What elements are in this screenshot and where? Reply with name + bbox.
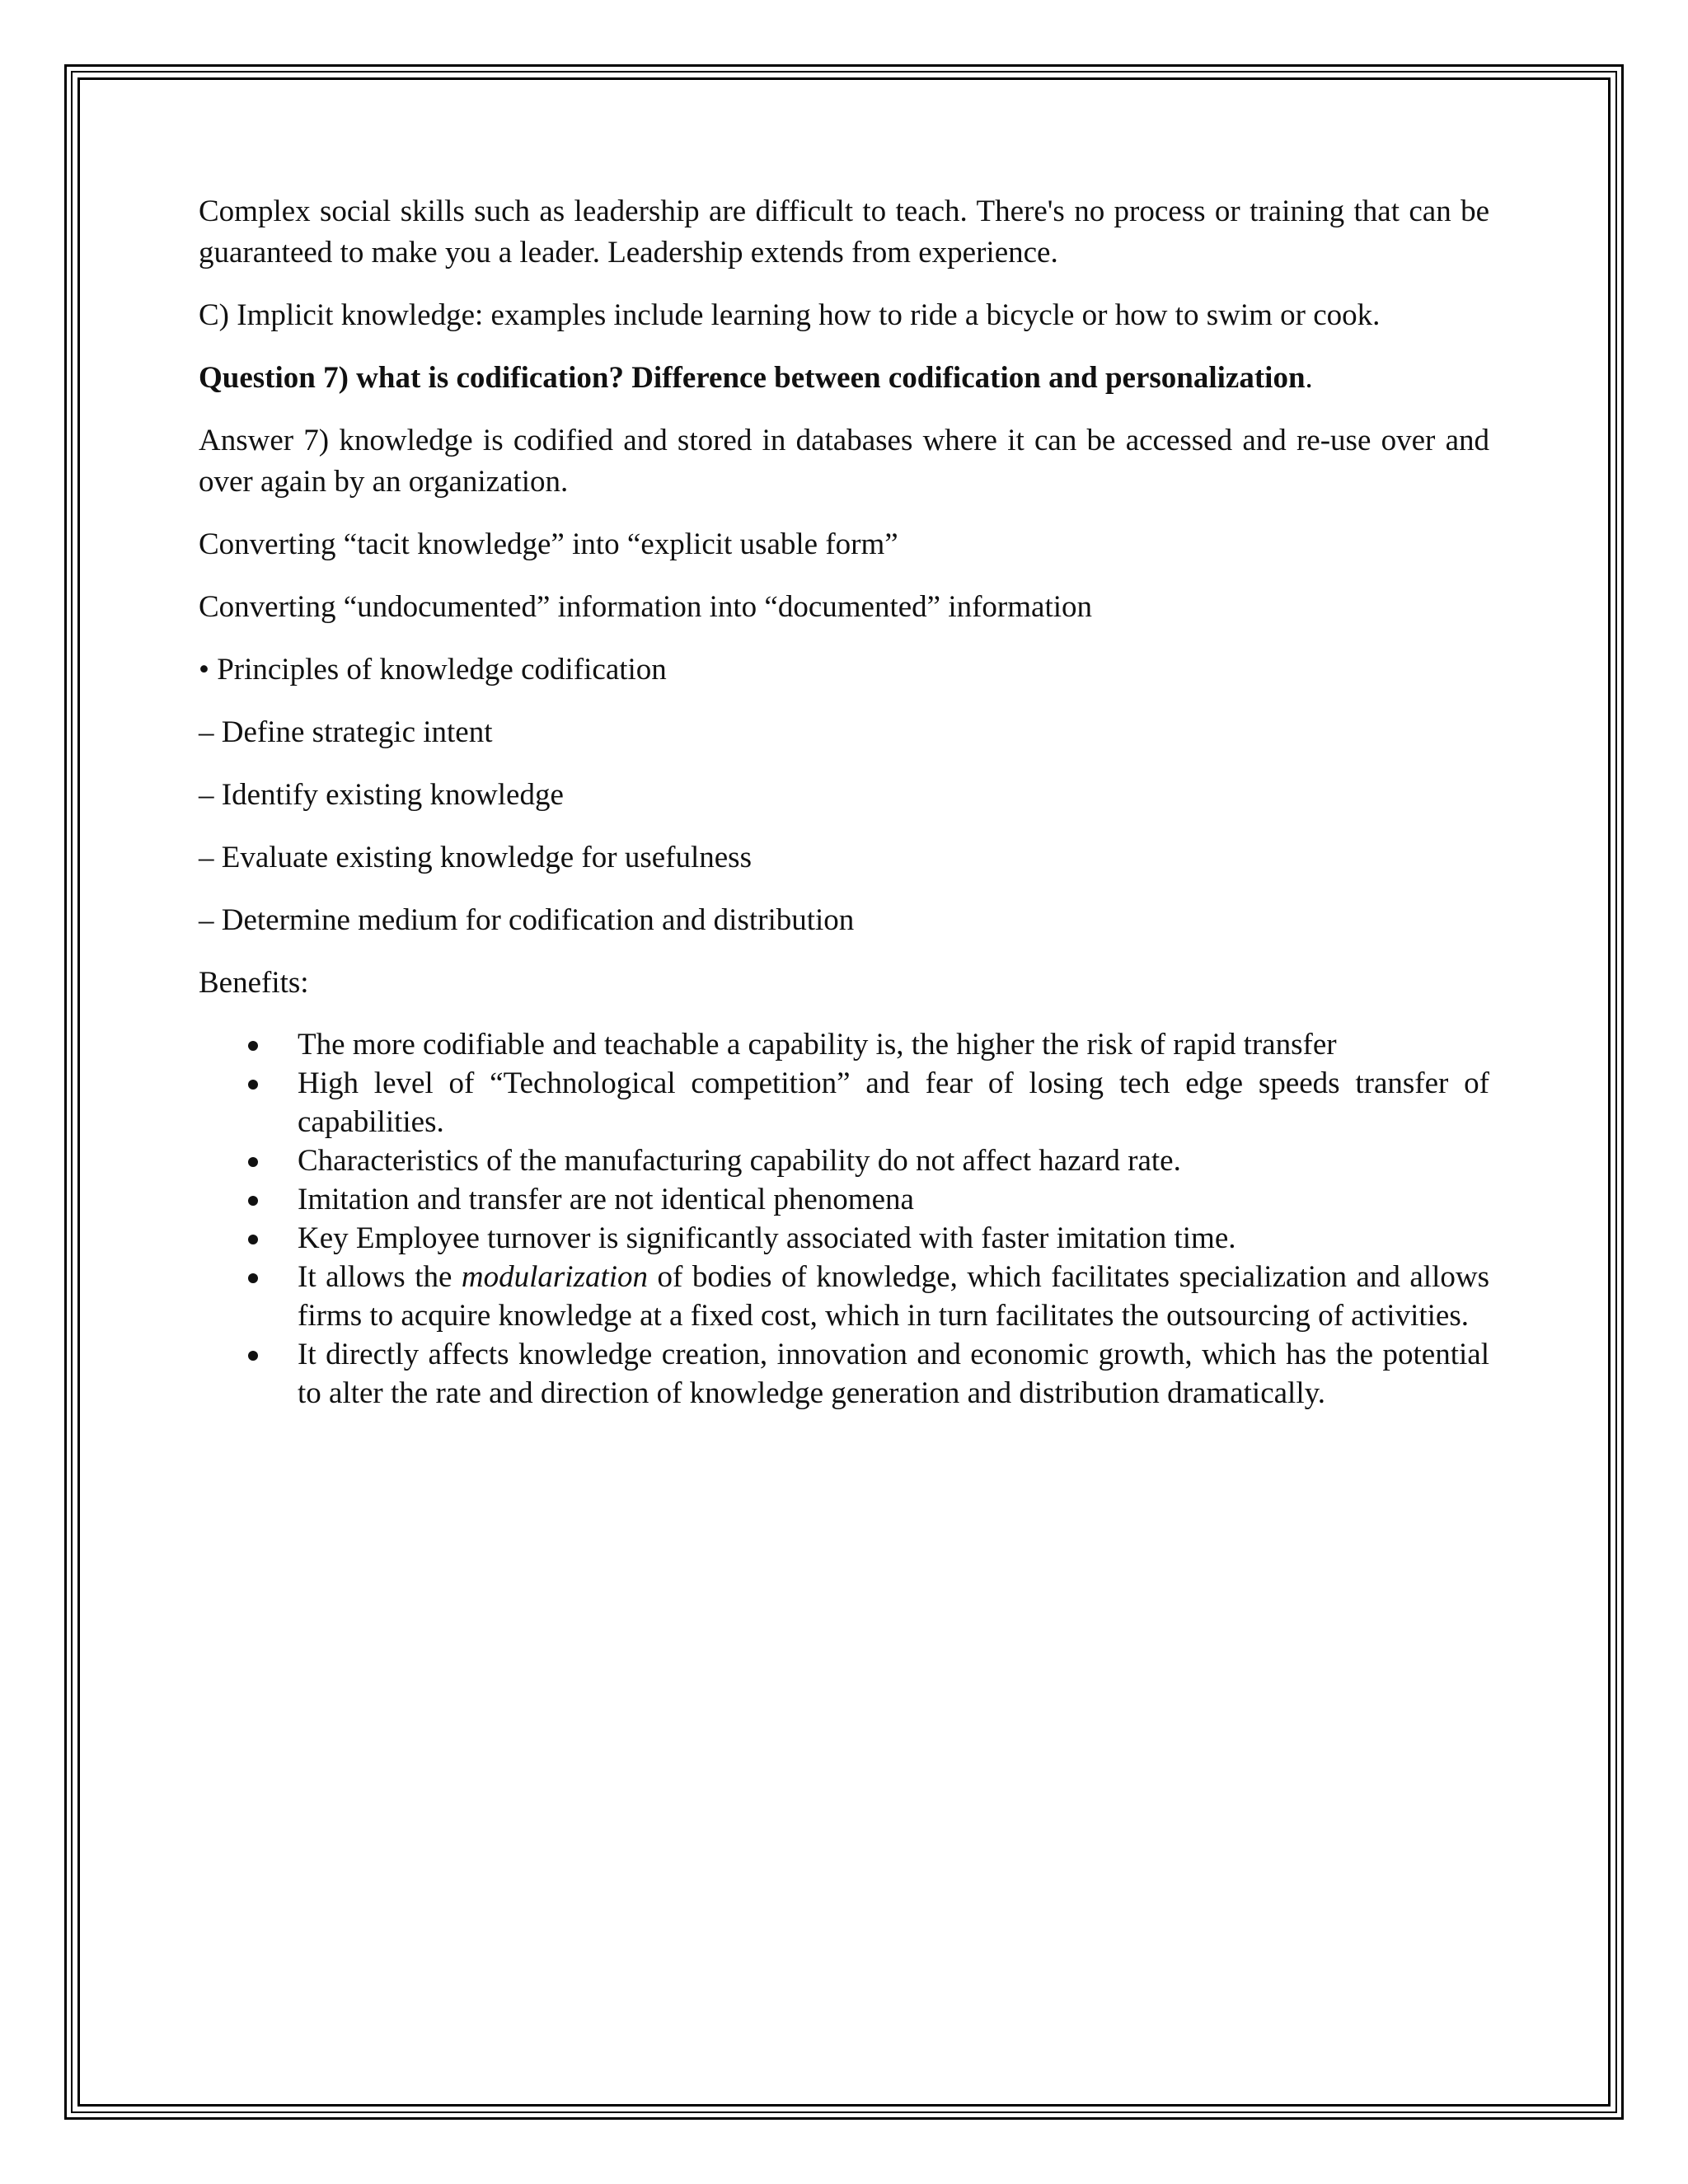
converting-tacit-line: Converting “tacit knowledge” into “explicit usable form” [199, 527, 898, 561]
principle-define-intent: – Define strategic intent [199, 715, 493, 749]
list-item-text: Imitation and transfer are not identical phenomena [298, 1183, 914, 1216]
bullet-dot-icon [248, 1351, 258, 1361]
bullet-dot-icon [248, 1157, 258, 1167]
paragraph-leadership: Complex social skills such as leadership are difficult to teach. There's no process or training that can be guaranteed to make you a leader. Leadership extends from experience. [199, 194, 1489, 269]
question-heading [199, 358, 1489, 399]
principle-evaluate-knowledge: – Evaluate existing knowledge for usefulness [199, 841, 752, 874]
list-item [199, 1141, 1489, 1180]
benefits-list [199, 1025, 1489, 1413]
list-item [199, 1219, 1489, 1258]
list-item [199, 1258, 1489, 1335]
list-item-text: Characteristics of the manufacturing capability do not affect hazard rate. [298, 1144, 1181, 1178]
list-item-text-pre: It allows the [298, 1260, 462, 1294]
list-item-text: Key Employee turnover is significantly associated with faster imitation time. [298, 1221, 1236, 1255]
list-item [199, 1025, 1489, 1064]
document-body [199, 191, 1489, 1413]
principle-identify-knowledge: – Identify existing knowledge [199, 778, 564, 812]
benefits-heading: Benefits: [199, 966, 309, 1000]
list-item-text: It directly affects knowledge creation, innovation and economic growth, which has the potential to alter the rate and direction of knowledge generation and distribution dramatically. [298, 1338, 1489, 1410]
question-text: Question 7) what is codification? Difference between codification and personalization [199, 361, 1306, 395]
list-item-text: High level of “Technological competition” and fear of losing tech edge speeds transfer of capabilities. [298, 1066, 1489, 1139]
list-item-text: The more codifiable and teachable a capability is, the higher the risk of rapid transfer [298, 1028, 1337, 1062]
bullet-dot-icon [248, 1273, 258, 1283]
answer-paragraph: Answer 7) knowledge is codified and stored in databases where it can be accessed and re-use over and over again by an organization. [199, 424, 1489, 499]
principle-determine-medium: – Determine medium for codification and distribution [199, 903, 855, 937]
bullet-dot-icon [248, 1041, 258, 1051]
bullet-dot-icon [248, 1196, 258, 1206]
paragraph-implicit-knowledge: C) Implicit knowledge: examples include learning how to ride a bicycle or how to swim or cook. [199, 298, 1381, 332]
list-item [199, 1180, 1489, 1219]
principles-heading: • Principles of knowledge codification [199, 653, 667, 687]
bullet-dot-icon [248, 1235, 258, 1244]
converting-undocumented-line: Converting “undocumented” information into “documented” information [199, 590, 1093, 624]
list-item [199, 1335, 1489, 1413]
list-item-text-post: of bodies of knowledge, which facilitates specialization and allows firms to acquire knowledge at a fixed cost, which in turn facilitates the outsourcing of activities. [298, 1260, 1489, 1333]
list-item [199, 1064, 1489, 1141]
question-period: . [1305, 361, 1313, 395]
list-item-text-italic: modularization [461, 1260, 649, 1294]
bullet-dot-icon [248, 1080, 258, 1090]
